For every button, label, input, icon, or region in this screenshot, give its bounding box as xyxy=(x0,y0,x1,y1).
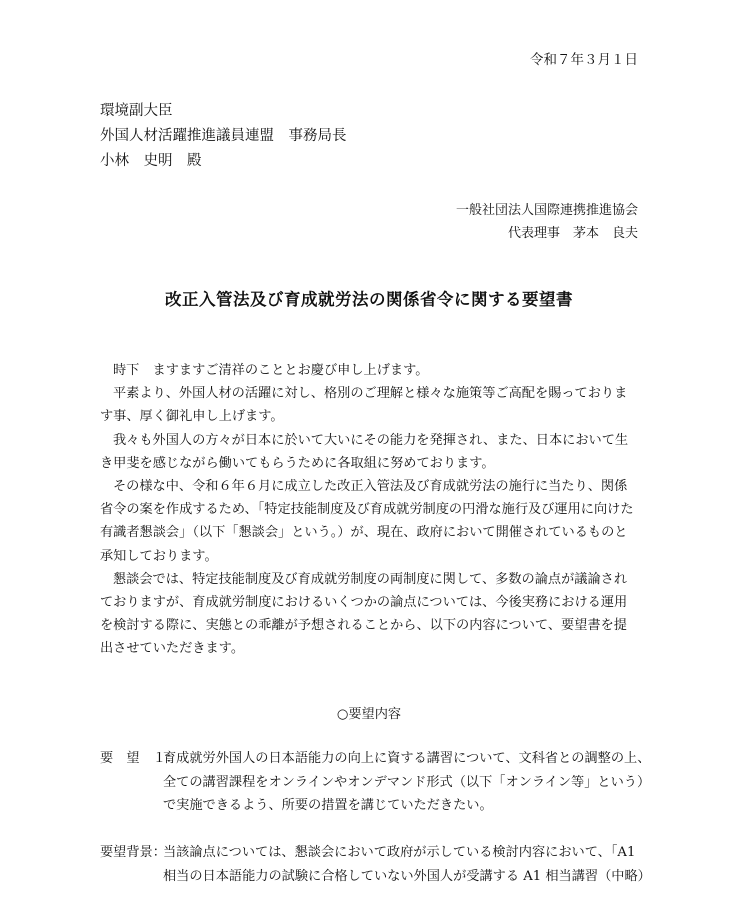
recipient-position: 外国人材活躍推進議員連盟 事務局長 xyxy=(100,128,347,144)
paragraph: 時下 ますますご清祥のこととお慶び申し上げます。 xyxy=(113,363,429,378)
recipient-name: 小林 史明 殿 xyxy=(100,153,202,169)
paragraph: 懇談会では、特定技能制度及び育成就労制度の両制度に関して、多数の論点が議論されておりますが、育成就労制度におけるいくつかの論点については、今後実務における運用を検討する際に、実態との乖離が予想されることから、以下の内容について、要望書を提出させていただきます。 xyxy=(100,571,628,657)
body-text xyxy=(100,359,640,661)
background-line: 当該論点については、懇談会において政府が示している検討内容において、「A1 xyxy=(163,845,636,860)
recipient-title: 環境副大臣 xyxy=(100,103,173,119)
request-text xyxy=(163,747,660,818)
request-line: 全ての講習課程をオンラインやオンデマンド形式（以下「オンライン等」という） xyxy=(163,774,651,790)
paragraph: その様な中、令和６年６月に成立した改正入管法及び育成就労法の施行に当たり、関係省令の案を作成するため、「特定技能制度及び育成就労制度の円滑な施行及び運用に向けた有識者懇談会」（以下「懇談会」という。）が、現在、政府において開催されているものと承知しております。 xyxy=(100,479,634,564)
paragraph: 平素より、外国人材の活躍に対し、格別のご理解と様々な施策等ご高配を賜っております事、厚く御礼申し上げます。 xyxy=(100,386,628,425)
section-heading: ○要望内容 xyxy=(336,707,402,722)
sender-organization: 一般社団法人国際連携推進協会 xyxy=(455,203,638,218)
request-background xyxy=(100,841,660,888)
background-line: 相当の日本語能力の試験に合格していない外国人が受講する A1 相当講習（中略） xyxy=(163,868,651,884)
request-item xyxy=(100,747,660,818)
background-text xyxy=(163,841,660,888)
document-date: 令和７年３月１日 xyxy=(530,52,638,68)
sender-representative: 代表理事 茅本 良夫 xyxy=(507,226,638,241)
document-title: 改正入管法及び育成就労法の関係省令に関する要望書 xyxy=(165,290,573,309)
request-line: で実施できるよう、所要の措置を講じていただきたい。 xyxy=(163,798,493,813)
request-label: 要 望 １： xyxy=(100,751,180,766)
request-line: 育成就労外国人の日本語能力の向上に資する講習について、文科省との調整の上、 xyxy=(163,751,651,766)
background-label: 要望背景： xyxy=(100,845,166,860)
paragraph: 我々も外国人の方々が日本に於いて大いにその能力を発揮され、また、日本において生き甲斐を感じながら働いてもらうために各取組に努めております。 xyxy=(100,432,629,471)
